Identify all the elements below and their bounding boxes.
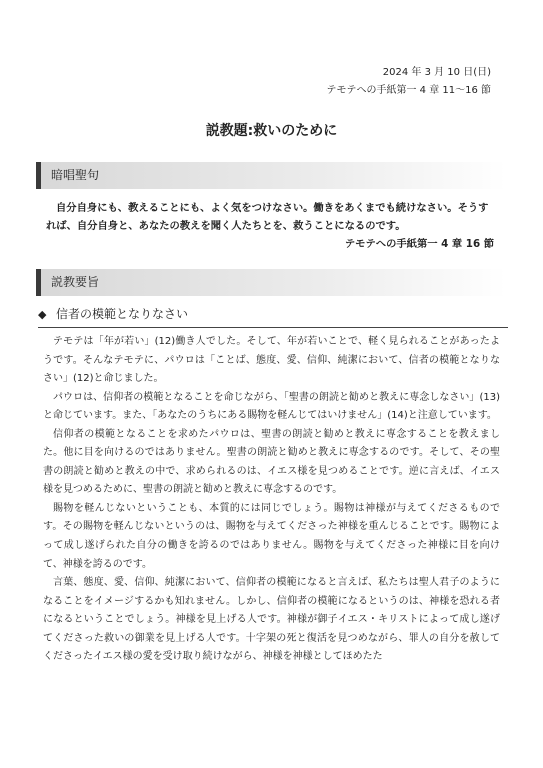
sermon-title: 説教題:救いのために — [205, 123, 338, 139]
paragraph: 言葉、態度、愛、信仰、純潔において、信仰者の模範になると言えば、私たちは聖人君子のようになることをイメージするかも知れません。しかし、信仰者の模範になるというのは、神様を恐れる者になるということでしょう。神様を見上げる人です。神様が御子イエス・キリストによって成し遂げてくださった救いの御業を見上げる人です。十字架の死と復活を見つめながら、罪人の自分を赦してくださったイエス様の愛を受け取り続けながら、神様を神様としてほめたた — [43, 577, 500, 663]
paragraph: テモテは「年が若い」(12)働き人でした。そして、年が若いことで、軽く見られることがあったようです。そんなテモテに、パウロは「ことば、態度、愛、信仰、純潔において、信者の模範となりなさい」(12)と命じました。 — [43, 336, 500, 385]
sermon-summary-heading: 説教要旨 — [51, 275, 100, 289]
sermon-subheading-text: 信者の模範となりなさい — [56, 307, 189, 321]
memory-verse-reference: テモテへの手紙第一 4 章 16 節 — [344, 238, 494, 250]
memory-verse-heading: 暗唱聖句 — [51, 168, 100, 182]
sermon-summary-heading-bar — [36, 269, 506, 296]
sermon-body — [43, 333, 500, 667]
memory-verse-text: 自分自身にも、教えることにも、よく気をつけなさい。働きをあくまでも続けなさい。そうすれば、自分自身と、あなたの教えを聞く人たちとを、救うことになるのです。 — [46, 202, 489, 232]
service-date: 2024 年 3 月 10 日(日) — [382, 67, 491, 78]
memory-verse-heading-bar — [36, 162, 506, 189]
paragraph: パウロは、信仰者の模範となることを命じながら、「聖書の朗読と勧めと教えに専念しなさい」(13)と命じています。また、「あなたのうちにある賜物を軽んじてはいけません」(14)と注意しています。 — [43, 391, 500, 422]
paragraph: 信仰者の模範となることを求めたパウロは、聖書の朗読と勧めと教えに専念することを教えました。他に目を向けるのではありません。聖書の朗読と勧めと教えに専念するのです。そして、その聖書の朗読と勧めと教えの中で、求められるのは、イエス様を見つめることです。逆に言えば、イエス様を見つめるために、聖書の朗読と勧めと教えに専念するのです。 — [43, 428, 500, 496]
diamond-icon: ◆ — [38, 308, 47, 321]
sermon-subheading — [38, 304, 508, 328]
paragraph: 賜物を軽んじないということも、本質的には同じでしょう。賜物は神様が与えてくださるものです。その賜物を軽んじないというのは、賜物を与えてくださった神様を重んじることです。賜物によって成し遂げられた自分の働きを誇るのではありません。賜物を与えてくださった神様に目を向けて、神様を誇るのです。 — [43, 502, 500, 570]
scripture-reference: テモテへの手紙第一 4 章 11～16 節 — [326, 85, 491, 96]
